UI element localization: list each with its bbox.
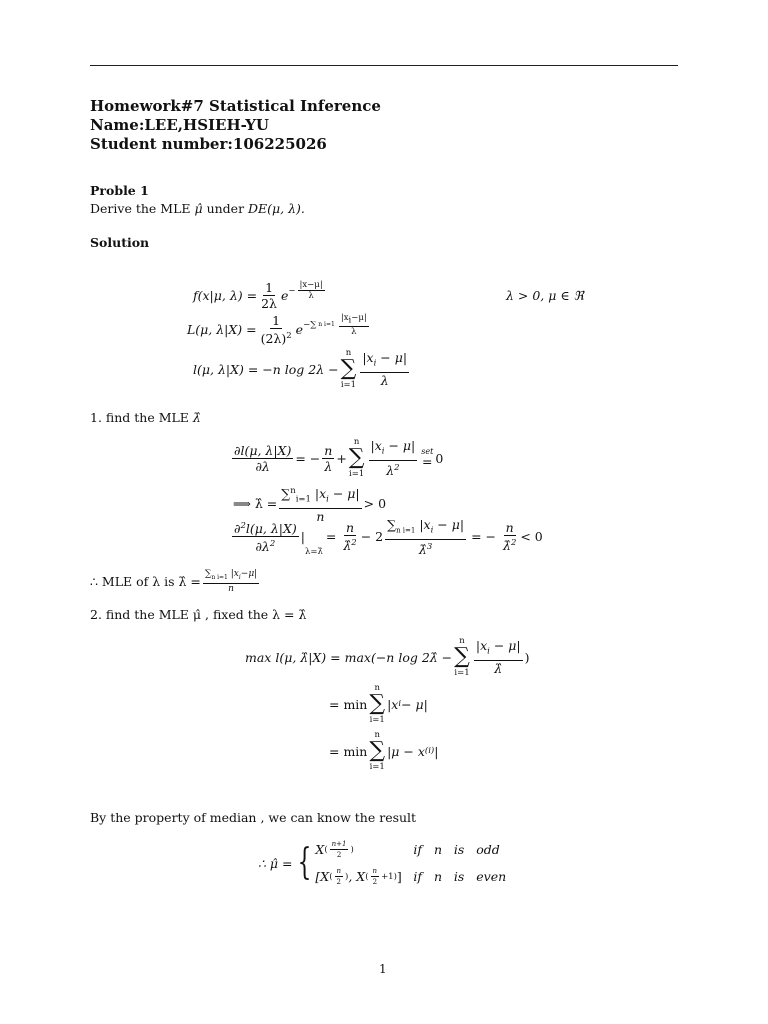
d1-set-eq: = xyxy=(422,454,433,469)
case1-sub: ( xyxy=(324,844,328,855)
likelihood-equation xyxy=(187,313,371,346)
d2-num-sup: 2 xyxy=(240,521,246,532)
conclusion-den: n xyxy=(228,583,234,594)
max-lhs: max l(μ, λ̂|X) = max(−n log 2λ̂ − xyxy=(245,649,453,665)
case1-cond: if n is odd xyxy=(413,842,500,857)
min2-sum-top: n xyxy=(374,730,380,740)
lik-exp-frac xyxy=(339,313,369,337)
d2-minus: − 2 xyxy=(360,529,384,545)
d2-lt: < 0 xyxy=(520,529,543,545)
conclusion-fraction xyxy=(203,569,259,594)
d2-t1-den-wrap xyxy=(341,536,358,553)
d2-t2 xyxy=(385,517,466,557)
d2-den-sup: 2 xyxy=(269,539,276,550)
median-text: By the property of median , we can know the result xyxy=(90,810,417,825)
d1-n-over-lambda xyxy=(322,443,334,474)
min2-sum xyxy=(369,730,385,772)
d1-sum xyxy=(349,437,365,479)
d1-den: ∂λ xyxy=(255,458,270,474)
max-num-sub: i xyxy=(487,646,490,657)
sigma-icon: ∑ xyxy=(454,644,470,669)
d2-t1-den: λ̂ xyxy=(343,538,352,554)
conclusion-num-rest: |x xyxy=(227,569,239,579)
d2-t3-num: n xyxy=(505,520,514,536)
d1-n: n xyxy=(324,442,333,458)
statement-dist: DE(μ, λ). xyxy=(248,201,305,216)
case2-sub2-rest: +1) xyxy=(381,871,397,882)
case2-sub2-open: ( xyxy=(365,871,369,882)
d2-eval-sub: λ=λ̂ xyxy=(304,546,323,557)
case1-sub-frac xyxy=(330,839,349,860)
d1-lambda: λ xyxy=(324,458,333,474)
impl-prefix: ⟹ λ̂ = xyxy=(233,496,278,512)
pdf-exp-frac xyxy=(298,280,325,301)
lik-exp-num: |x xyxy=(340,313,349,323)
case1-val: X xyxy=(315,842,325,857)
set-equals xyxy=(421,448,433,468)
case2-close: ] xyxy=(396,869,402,884)
second-derivative xyxy=(230,517,543,557)
loglik-sum-top: n xyxy=(345,348,352,358)
conclusion-num-wrap xyxy=(203,569,259,584)
d2-t3-den: λ̂ xyxy=(503,538,511,554)
problem-heading: Proble 1 xyxy=(90,183,149,198)
case2-sub1-frac xyxy=(335,866,344,887)
statement-mid: under xyxy=(202,201,249,216)
case2-sub1-den: 2 xyxy=(336,878,341,886)
d1-term-num: |x xyxy=(370,438,382,454)
d2-t2-num-sub: i xyxy=(430,525,434,536)
max-sum xyxy=(454,636,470,678)
lik-exponent xyxy=(303,313,371,337)
d1-sum-top: n xyxy=(353,437,360,447)
case2-sub1-num: n xyxy=(336,867,342,875)
max-num: |x xyxy=(475,638,488,654)
min1-sum xyxy=(369,683,385,725)
lik-exp-lim: n i=1 xyxy=(318,321,335,329)
student-name: Name:LEE,HSIEH-YU xyxy=(90,116,270,134)
d2-den: ∂λ xyxy=(255,539,270,555)
impl-gt: > 0 xyxy=(363,496,387,512)
d1-term-fraction xyxy=(369,438,418,478)
min1-sum-bot: i=1 xyxy=(369,715,385,725)
d2-t1-den-sup: 2 xyxy=(351,538,357,549)
impl-num-sum: ∑ xyxy=(281,486,291,502)
d1-term-num-wrap xyxy=(369,438,418,461)
pdf-equation xyxy=(193,280,327,311)
step2-label: 2. find the MLE μ̂ , fixed the λ = λ̂ xyxy=(90,607,307,622)
case2-cond: if n is even xyxy=(413,869,507,884)
solution-heading: Solution xyxy=(90,235,150,250)
lik-den-sup: 2 xyxy=(286,331,292,341)
left-brace-icon: { xyxy=(297,842,311,883)
case2-sub2-frac xyxy=(371,866,380,887)
assignment-title: Homework#7 Statistical Inference xyxy=(90,97,381,115)
case2-comma: , X xyxy=(348,869,366,884)
pdf-den: 2λ xyxy=(261,296,277,311)
pdf-fraction xyxy=(259,280,279,311)
lik-num: 1 xyxy=(272,313,281,328)
impl-num-sub: i xyxy=(326,494,329,505)
case2-val-open: [X xyxy=(315,869,330,884)
d1-term-num-sub: i xyxy=(381,446,385,457)
median-lhs: ∴ μ̂ = xyxy=(258,855,293,871)
d2-num: ∂ xyxy=(234,521,241,537)
lik-exp-text: −∑ xyxy=(303,319,317,330)
min1-sum-top: n xyxy=(374,683,380,693)
case2-sub2-num: n xyxy=(372,867,378,875)
step1-label-sym: λ̂ xyxy=(192,410,201,425)
min1-lhs: = min xyxy=(329,696,368,712)
sigma-icon: ∑ xyxy=(369,738,386,763)
d1-sum-bot: i=1 xyxy=(349,469,365,479)
lik-den-wrap xyxy=(259,329,294,346)
case2-sub1-close: ) xyxy=(345,871,349,882)
case2-sub1-open: ( xyxy=(329,871,333,882)
loglik-lhs: l(μ, λ|X) = −n log 2λ − xyxy=(193,361,339,377)
d2-t2-num-rest: |x xyxy=(415,517,431,532)
d2-t3-den-sup: 2 xyxy=(510,538,517,549)
max-sum-bot: i=1 xyxy=(454,668,470,678)
loglik-num-rest: − μ| xyxy=(376,350,408,366)
case-odd xyxy=(315,839,506,860)
loglik-fraction xyxy=(360,350,409,388)
loglik-num-sub: i xyxy=(373,358,377,369)
pdf-lhs: f(x|μ, λ) = xyxy=(193,288,258,303)
pdf-exp-base: e xyxy=(280,288,289,303)
min2-end: | xyxy=(434,743,439,759)
d1-eq: = − xyxy=(295,450,321,466)
d2-t3-den-wrap xyxy=(501,536,518,553)
impl-num-lim-bot: i=1 xyxy=(295,494,311,505)
top-rule xyxy=(90,65,678,66)
max-num-wrap xyxy=(474,638,523,661)
d2-num-rest: l(μ, λ|X) xyxy=(245,521,297,537)
loglik-num: |x xyxy=(362,350,374,366)
min1-sub: i xyxy=(398,699,402,709)
min1-rest: |x xyxy=(387,696,399,712)
d2-t2-den-wrap xyxy=(417,540,434,557)
d2-t1 xyxy=(341,520,358,553)
min1-end: − μ| xyxy=(401,696,428,712)
lik-lhs: L(μ, λ|X) = xyxy=(187,322,257,338)
d2-eval: | xyxy=(300,529,305,545)
impl-num-end: − μ| xyxy=(328,486,360,502)
case2-sub2-den: 2 xyxy=(372,878,378,886)
case1-value xyxy=(315,839,413,860)
step1-label-text: 1. find the MLE xyxy=(90,410,193,425)
d2-t3 xyxy=(501,520,518,553)
case2-sub1 xyxy=(329,866,348,887)
student-number: Student number:106225026 xyxy=(90,135,327,153)
min2-rest: |μ − x xyxy=(387,743,425,759)
page-number: 1 xyxy=(379,962,387,976)
loglik-num-wrap xyxy=(360,350,409,373)
lik-exp-base: e xyxy=(295,322,304,338)
pdf-exp-num: |x−μ| xyxy=(299,280,323,290)
step1-label xyxy=(90,410,201,425)
sigma-icon: ∑ xyxy=(348,445,365,470)
conclusion-num-sub: i xyxy=(238,573,241,581)
case1-sub-close: ) xyxy=(350,844,354,855)
max-fraction xyxy=(474,638,523,676)
pdf-condition: λ > 0, μ ∈ ℜ xyxy=(506,288,584,303)
lik-exp-den: λ xyxy=(351,326,357,337)
conclusion-num-end: −μ| xyxy=(240,569,258,579)
d2-num-wrap xyxy=(232,519,299,537)
problem-statement xyxy=(90,201,305,216)
d1-set: set xyxy=(421,447,434,456)
d2-den-wrap xyxy=(253,537,277,554)
pdf-exp-den: λ xyxy=(308,291,314,301)
conclusion-num-lim: n i=1 xyxy=(211,573,228,581)
lik-fraction xyxy=(259,313,294,346)
d2-fraction xyxy=(232,519,299,554)
min-equation-2 xyxy=(329,730,438,772)
max-sum-top: n xyxy=(459,636,465,646)
loglik-sum xyxy=(341,348,357,390)
d2-eq2: = − xyxy=(471,529,496,545)
impl-num-lim-top: n xyxy=(290,486,296,496)
statement-prefix: Derive the MLE xyxy=(90,201,195,216)
impl-num-wrap xyxy=(279,484,361,509)
sigma-icon: ∑ xyxy=(369,691,386,716)
lambda-conclusion xyxy=(90,569,261,594)
d2-t2-den: λ̂ xyxy=(418,541,427,557)
d1-term-den: λ xyxy=(386,462,395,478)
lik-exp-num-wrap xyxy=(339,313,369,327)
d2-t2-num-wrap xyxy=(385,517,466,540)
case1-subscript xyxy=(324,839,353,860)
d2-eq: = xyxy=(325,529,337,545)
d1-term-num-rest: − μ| xyxy=(384,438,416,454)
conclusion-prefix: ∴ MLE of λ is λ̂ = xyxy=(90,573,201,589)
sigma-icon: ∑ xyxy=(340,356,357,381)
d2-t2-den-sup: 3 xyxy=(426,541,433,552)
d2-t2-num-lim: n i=1 xyxy=(396,526,416,535)
impl-den: n xyxy=(316,508,325,524)
d1-plus: + xyxy=(336,450,347,466)
pdf-exponent xyxy=(288,280,326,301)
impl-num-rest: |x xyxy=(310,486,327,502)
loglik-den: λ xyxy=(380,372,389,388)
d2-t2-num-end: − μ| xyxy=(433,517,465,532)
lik-exp-num-sub: i xyxy=(348,315,352,326)
d2-t1-num: n xyxy=(346,520,355,536)
conclusion-num: ∑ xyxy=(204,569,212,579)
case2-sub2 xyxy=(365,866,397,887)
lik-den: (2λ) xyxy=(260,331,287,347)
d1-fraction xyxy=(232,443,293,474)
statement-mu-hat: μ̂ xyxy=(194,201,203,216)
d2-t2-num-sum: ∑ xyxy=(387,517,397,532)
lik-exp-num-rest: −μ| xyxy=(351,313,367,323)
min2-sub: (i) xyxy=(424,746,435,756)
first-derivative xyxy=(230,437,443,479)
d1-term-den-wrap xyxy=(384,461,401,478)
loglik-sum-bot: i=1 xyxy=(340,380,357,390)
case1-sub-num: n+1 xyxy=(331,840,347,848)
max-close: ) xyxy=(524,649,530,665)
case1-sub-den: 2 xyxy=(336,851,342,859)
loglik-equation xyxy=(193,348,411,390)
median-result xyxy=(258,839,506,887)
case2-value xyxy=(315,866,413,887)
min2-lhs: = min xyxy=(329,743,368,759)
min2-sum-bot: i=1 xyxy=(369,762,385,772)
max-equation xyxy=(245,636,530,678)
cases xyxy=(315,839,506,887)
max-den: λ̂ xyxy=(494,660,503,676)
pdf-exp-sign: − xyxy=(288,285,296,296)
min-equation-1 xyxy=(329,683,428,725)
pdf-num: 1 xyxy=(265,280,274,295)
max-num-rest: − μ| xyxy=(489,638,521,654)
d1-num: ∂l(μ, λ|X) xyxy=(234,442,292,458)
case-even xyxy=(315,866,506,887)
d1-term-den-sup: 2 xyxy=(394,462,400,473)
d1-zero: 0 xyxy=(435,450,444,466)
